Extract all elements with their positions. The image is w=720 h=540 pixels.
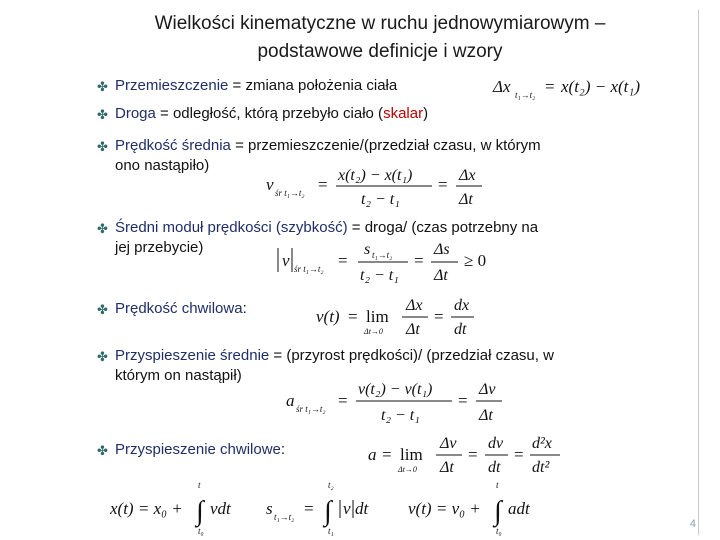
svg-text:Δt: Δt — [434, 267, 448, 284]
svg-text:=: = — [468, 445, 478, 464]
svg-text:adt: adt — [508, 499, 530, 518]
svg-text:=: = — [338, 391, 348, 410]
svg-text:t₁: t₁ — [328, 526, 334, 536]
svg-text:t: t — [198, 480, 201, 490]
term-instantaneous-velocity: Prędkość chwilowa — [115, 300, 243, 317]
formula-displacement — [493, 72, 673, 102]
svg-text:lim: lim — [366, 307, 389, 326]
formula-position-integral — [110, 480, 250, 538]
desc-instantaneous-acceleration: : — [280, 441, 286, 458]
scalar-word: skalar — [383, 105, 424, 122]
svg-text:t₂ − t₁: t₂ − t₁ — [360, 267, 399, 284]
svg-text:dx: dx — [454, 297, 470, 314]
desc-average-speed-1: = droga/ (czas potrzebny na — [347, 219, 539, 236]
bullet-icon: ✤ — [97, 79, 108, 94]
desc-instantaneous-velocity: : — [242, 300, 247, 317]
svg-text:v(t): v(t) — [316, 307, 340, 326]
svg-text:s: s — [364, 241, 371, 258]
bullet-icon: ✤ — [97, 139, 108, 154]
svg-text:Δt: Δt — [479, 407, 493, 424]
formula-average-speed — [276, 236, 526, 288]
svg-text:t₂: t₂ — [328, 480, 334, 490]
bullet-icon: ✤ — [97, 349, 108, 364]
svg-text:lim: lim — [400, 445, 423, 464]
svg-text:x(t₂) − x(t₁): x(t₂) − x(t₁) — [338, 167, 413, 184]
svg-text:śr t₁→t₂: śr t₁→t₂ — [296, 404, 326, 414]
svg-text:v: v — [282, 251, 290, 270]
svg-text:=: = — [514, 445, 524, 464]
bullet-icon: ✤ — [97, 302, 108, 317]
svg-text:śr t₁→t₂: śr t₁→t₂ — [294, 264, 324, 274]
bullet-icon: ✤ — [97, 221, 108, 236]
page-number: 4 — [689, 518, 696, 530]
formula-instantaneous-acceleration — [368, 428, 568, 480]
svg-text:t: t — [496, 480, 499, 490]
svg-text:=: = — [438, 175, 448, 194]
svg-text:=: = — [414, 251, 424, 270]
svg-text:∫: ∫ — [494, 496, 502, 527]
item-instantaneous-velocity — [115, 299, 247, 319]
svg-text:Δv: Δv — [440, 435, 457, 452]
term-displacement: Przemieszczenie — [115, 77, 229, 94]
svg-text:=: = — [348, 307, 358, 326]
svg-text:=: = — [318, 175, 328, 194]
svg-text:t₂ − t₁: t₂ − t₁ — [381, 407, 420, 424]
svg-text:=: = — [458, 391, 468, 410]
svg-text:=: = — [304, 499, 314, 518]
svg-text:x(t₂) − x(t₁): x(t₂) − x(t₁) — [561, 77, 640, 96]
title-line-1: Wielkości kinematyczne w ruchu jednowymiarowym – — [154, 13, 606, 34]
svg-text:dt: dt — [355, 499, 369, 518]
svg-text:dt: dt — [488, 459, 501, 476]
desc-distance: = odległość, którą przebyło ciało ( — [155, 105, 384, 122]
svg-text:v: v — [343, 499, 351, 518]
formula-path-integral — [266, 480, 386, 538]
svg-text:=: = — [382, 445, 392, 464]
svg-text:≥ 0: ≥ 0 — [464, 251, 487, 270]
svg-text:=: = — [338, 251, 348, 270]
svg-text:śr t₁→t₂: śr t₁→t₂ — [275, 188, 305, 198]
svg-text:∫: ∫ — [324, 496, 332, 527]
desc-average-acceleration-2: którym on nastąpił) — [115, 367, 242, 384]
svg-text:a: a — [368, 445, 377, 464]
svg-text:t₁→t₂: t₁→t₂ — [372, 250, 393, 260]
desc-displacement: = zmiana położenia ciała — [228, 77, 398, 94]
desc-distance-end: ) — [423, 105, 429, 122]
svg-text:Δt→0: Δt→0 — [398, 465, 417, 474]
formula-average-velocity — [266, 162, 496, 212]
slide-title — [60, 10, 700, 66]
svg-text:=: = — [545, 77, 555, 96]
term-instantaneous-acceleration: Przyspieszenie chwilowe — [115, 441, 281, 458]
title-line-2: podstawowe definicje i wzory — [257, 41, 503, 62]
term-distance: Droga — [115, 105, 156, 122]
term-average-speed: Średni moduł prędkości (szybkość) — [115, 219, 348, 236]
formula-instantaneous-velocity — [316, 290, 476, 342]
svg-text:Δv: Δv — [479, 381, 496, 398]
svg-text:dt: dt — [454, 321, 467, 338]
item-instantaneous-acceleration — [115, 440, 285, 460]
item-displacement — [115, 76, 397, 96]
svg-text:Δx: Δx — [493, 77, 511, 96]
svg-text:t₁→t₂: t₁→t₂ — [515, 90, 536, 100]
svg-text:a: a — [286, 391, 295, 410]
svg-text:v(t₂) − v(t₁): v(t₂) − v(t₁) — [358, 381, 433, 398]
svg-text:Δx: Δx — [406, 297, 423, 314]
svg-text:dt²: dt² — [532, 459, 550, 476]
svg-text:Δs: Δs — [434, 241, 450, 258]
svg-text:Δt: Δt — [459, 191, 473, 208]
formula-average-acceleration — [286, 376, 526, 428]
svg-text:Δt→0: Δt→0 — [364, 327, 383, 336]
svg-text:s: s — [266, 499, 273, 518]
svg-text:Δt: Δt — [440, 459, 454, 476]
svg-text:∫: ∫ — [196, 496, 204, 527]
svg-text:t₀: t₀ — [496, 526, 502, 536]
bullet-icon: ✤ — [97, 443, 108, 458]
svg-text:x(t) = x₀ +: x(t) = x₀ + — [110, 499, 183, 518]
svg-text:v(t) = v₀ +: v(t) = v₀ + — [408, 499, 481, 518]
svg-text:t₀: t₀ — [198, 526, 204, 536]
svg-text:dv: dv — [488, 435, 504, 452]
svg-text:Δx: Δx — [459, 167, 476, 184]
term-average-acceleration: Przyspieszenie średnie — [115, 347, 270, 364]
desc-average-speed-2: jej przebycie) — [115, 239, 204, 256]
item-distance — [115, 104, 428, 124]
desc-average-velocity-2: ono nastąpiło) — [115, 157, 210, 174]
svg-text:vdt: vdt — [210, 499, 231, 518]
bullet-icon: ✤ — [97, 107, 108, 122]
svg-text:t₁→t₂: t₁→t₂ — [274, 512, 295, 522]
desc-average-velocity-1: = przemieszczenie/(przedział czasu, w którym — [230, 137, 541, 154]
svg-text:t₂ − t₁: t₂ − t₁ — [361, 191, 400, 208]
slide-frame — [680, 10, 699, 535]
svg-text:=: = — [434, 307, 444, 326]
svg-text:d²x: d²x — [532, 435, 552, 452]
formula-velocity-integral — [408, 480, 548, 538]
svg-text:Δt: Δt — [406, 321, 420, 338]
desc-average-acceleration-1: = (przyrost prędkości)/ (przedział czasu, w — [269, 347, 554, 364]
svg-text:v: v — [266, 175, 274, 194]
term-average-velocity: Prędkość średnia — [115, 137, 231, 154]
